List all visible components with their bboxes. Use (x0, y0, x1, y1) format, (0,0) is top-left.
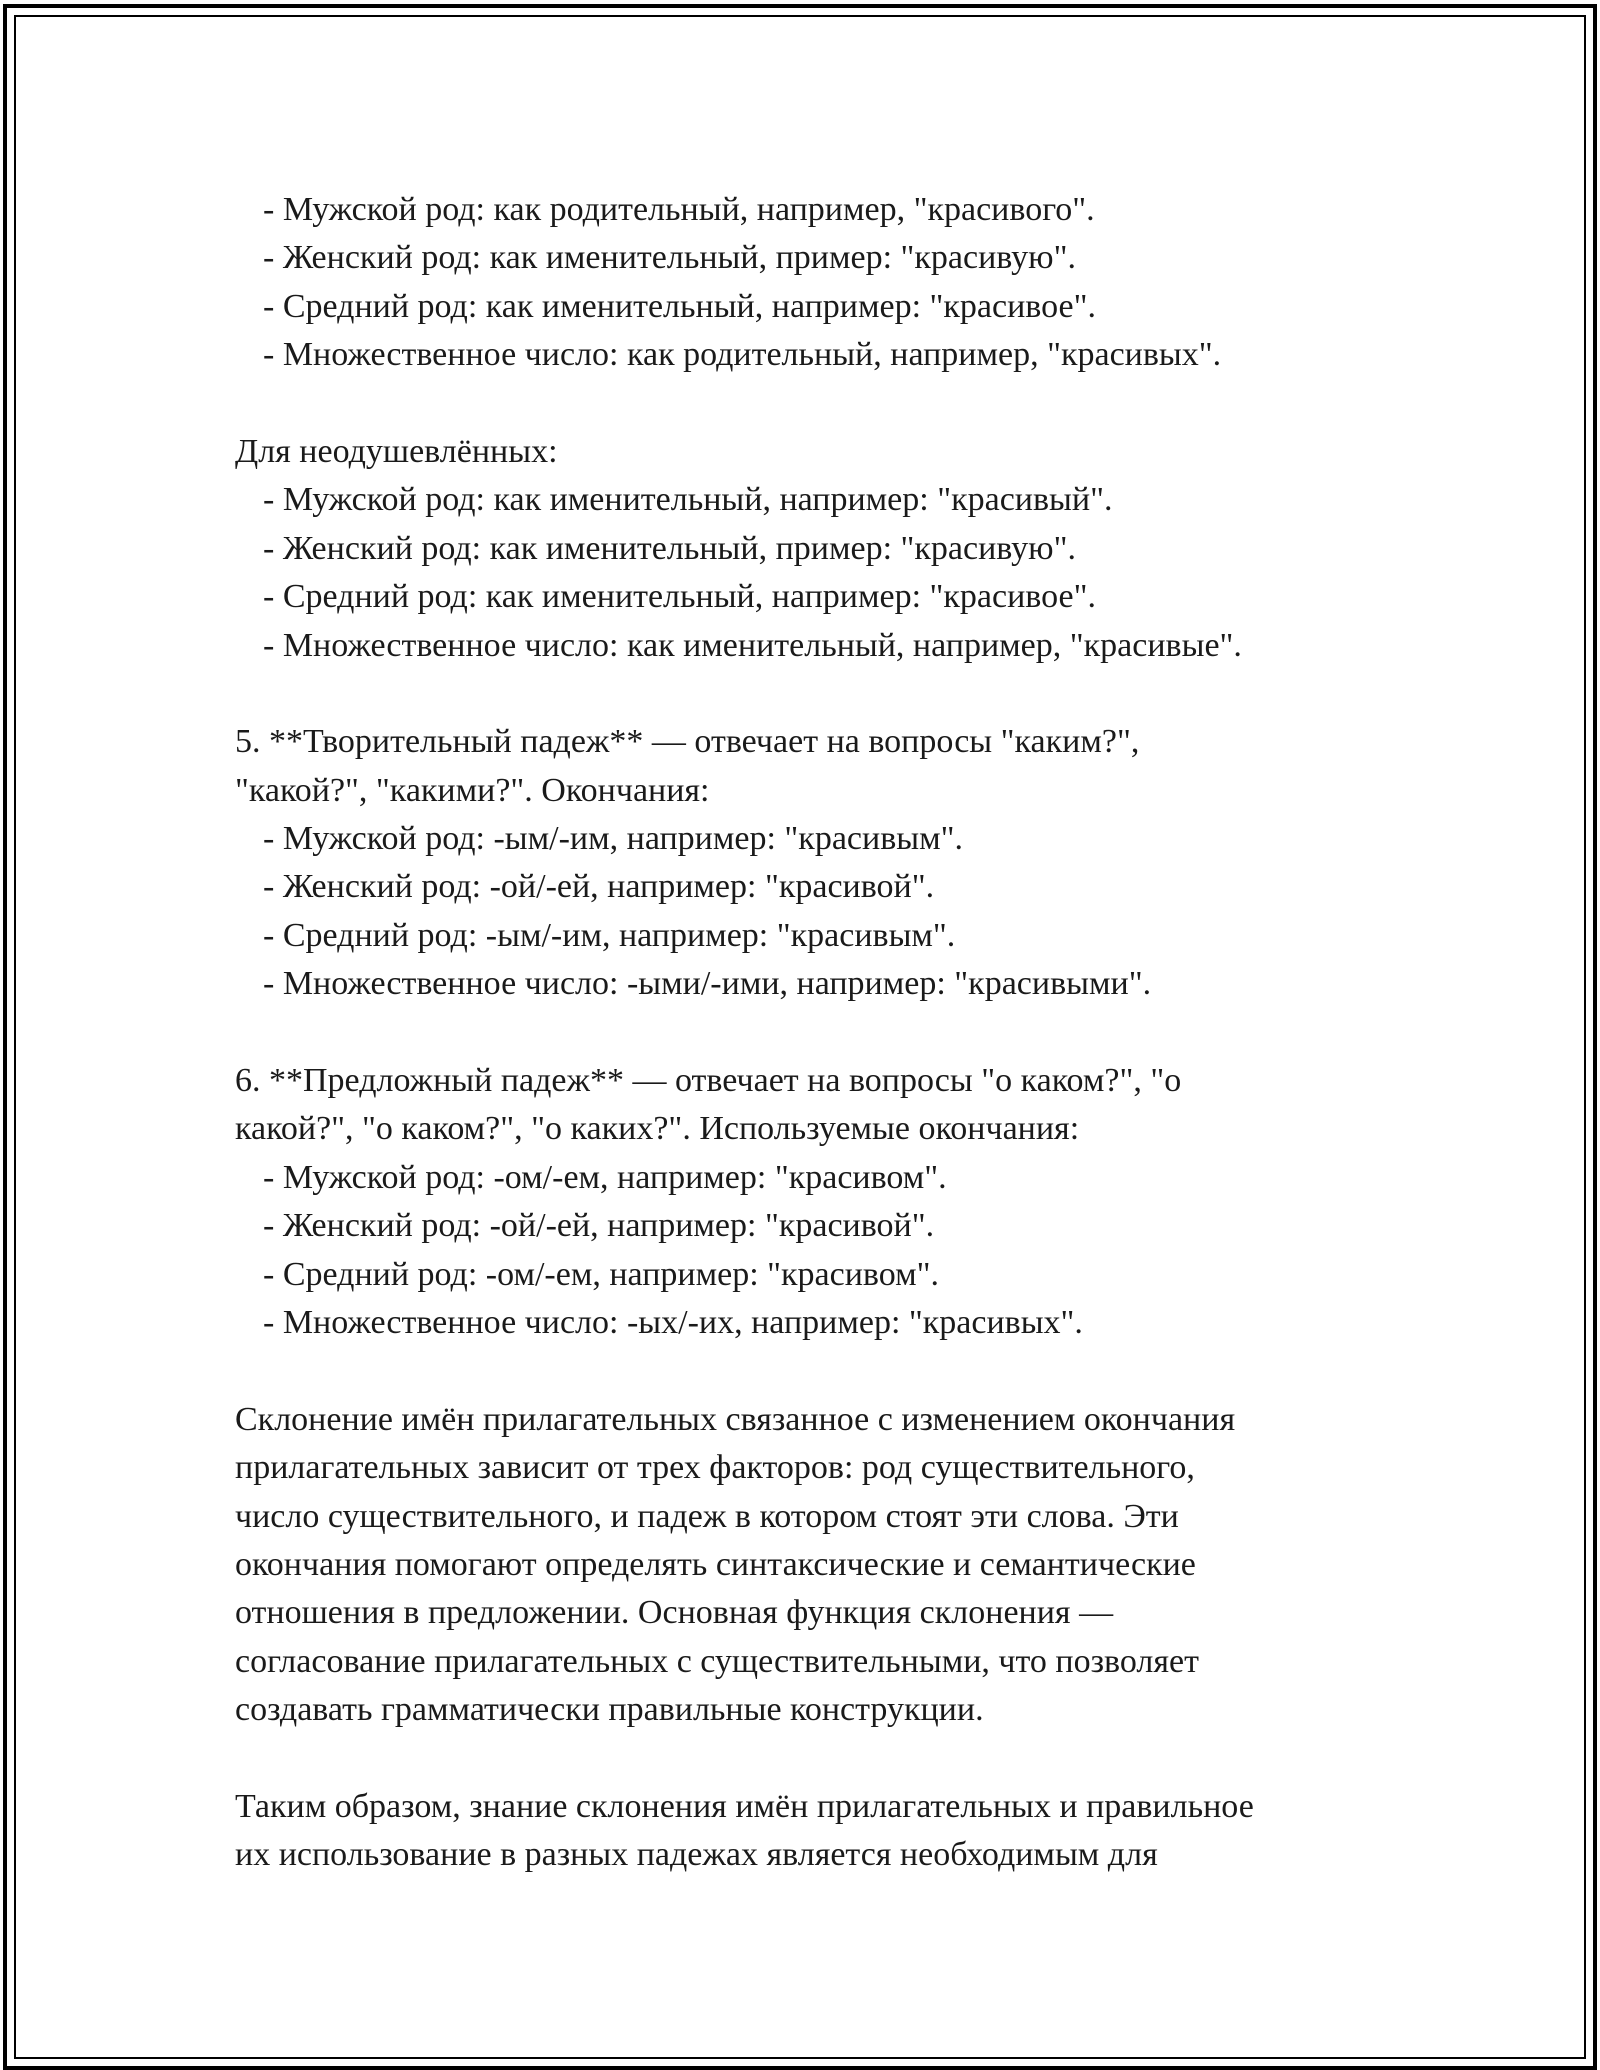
paragraph-gap (235, 670, 1435, 718)
list-item: - Мужской род: -ом/-ем, например: "красивом". (263, 1158, 947, 1196)
inanimate-heading: Для неодушевлённых: (235, 432, 558, 470)
paragraph-gap (235, 1735, 1435, 1783)
list-item: - Мужской род: как родительный, например, "красивого". (263, 191, 1095, 228)
list-item: - Средний род: -ом/-ем, например: "красивом". (263, 1255, 939, 1293)
instrumental-endings-list (235, 815, 1435, 1009)
heading-line: "какой?", "какими?". Окончания: (235, 771, 710, 809)
paragraph-line: отношения в предложении. Основная функция склонения — (235, 1594, 1114, 1632)
heading-line: 5. **Творительный падеж** — отвечает на вопросы "каким?", (235, 723, 1140, 761)
list-item: - Мужской род: -ым/-им, например: "красивым". (263, 820, 963, 858)
list-item: - Множественное число: как родительный, например, "красивых". (263, 336, 1222, 374)
list-item: - Множественное число: -ыми/-ими, например: "красивыми". (263, 965, 1152, 1003)
paragraph-gap (235, 380, 1435, 428)
prepositional-case-heading (235, 1057, 1435, 1154)
inanimate-endings-list (235, 476, 1435, 670)
document-body (235, 186, 1435, 1880)
heading-line: какой?", "о каком?", "о каких?". Используемые окончания: (235, 1110, 1080, 1148)
list-item: - Средний род: -ым/-им, например: "красивым". (263, 916, 956, 954)
summary-paragraph (235, 1396, 1435, 1735)
paragraph-line: Склонение имён прилагательных связанное с изменением окончания (235, 1400, 1236, 1438)
paragraph-line: окончания помогают определять синтаксические и семантические (235, 1545, 1196, 1583)
paragraph-line: их использование в разных падежах является необходимым для (235, 1836, 1158, 1874)
list-item: - Множественное число: -ых/-их, например: "красивых". (263, 1303, 1083, 1341)
list-item: - Женский род: -ой/-ей, например: "красивой". (263, 1207, 935, 1245)
prepositional-endings-list (235, 1154, 1435, 1348)
list-item: - Женский род: как именительный, пример: "красивую". (263, 239, 1076, 277)
paragraph-line: число существительного, и падеж в котором стоят эти слова. Эти (235, 1497, 1179, 1535)
list-item: - Средний род: как именительный, например: "красивое". (263, 578, 1097, 616)
paragraph-gap (235, 1347, 1435, 1395)
list-item: - Женский род: как именительный, пример: "красивую". (263, 529, 1076, 567)
paragraph-gap (235, 1009, 1435, 1057)
heading-line: 6. **Предложный падеж** — отвечает на вопросы "о каком?", "о (235, 1062, 1182, 1100)
list-item: - Средний род: как именительный, например: "красивое". (263, 287, 1097, 325)
paragraph-line: прилагательных зависит от трех факторов: род существительного, (235, 1449, 1195, 1487)
animate-endings-list (235, 186, 1435, 380)
paragraph-line: согласование прилагательных с существительными, что позволяет (235, 1642, 1199, 1680)
list-item: - Женский род: -ой/-ей, например: "красивой". (263, 868, 935, 906)
paragraph-line: создавать грамматически правильные конструкции. (235, 1691, 984, 1729)
conclusion-paragraph (235, 1783, 1435, 1880)
list-item: - Мужской род: как именительный, например: "красивый". (263, 481, 1113, 519)
instrumental-case-heading (235, 718, 1435, 815)
list-item: - Множественное число: как именительный, например, "красивые". (263, 626, 1242, 664)
paragraph-line: Таким образом, знание склонения имён прилагательных и правильное (235, 1787, 1254, 1825)
